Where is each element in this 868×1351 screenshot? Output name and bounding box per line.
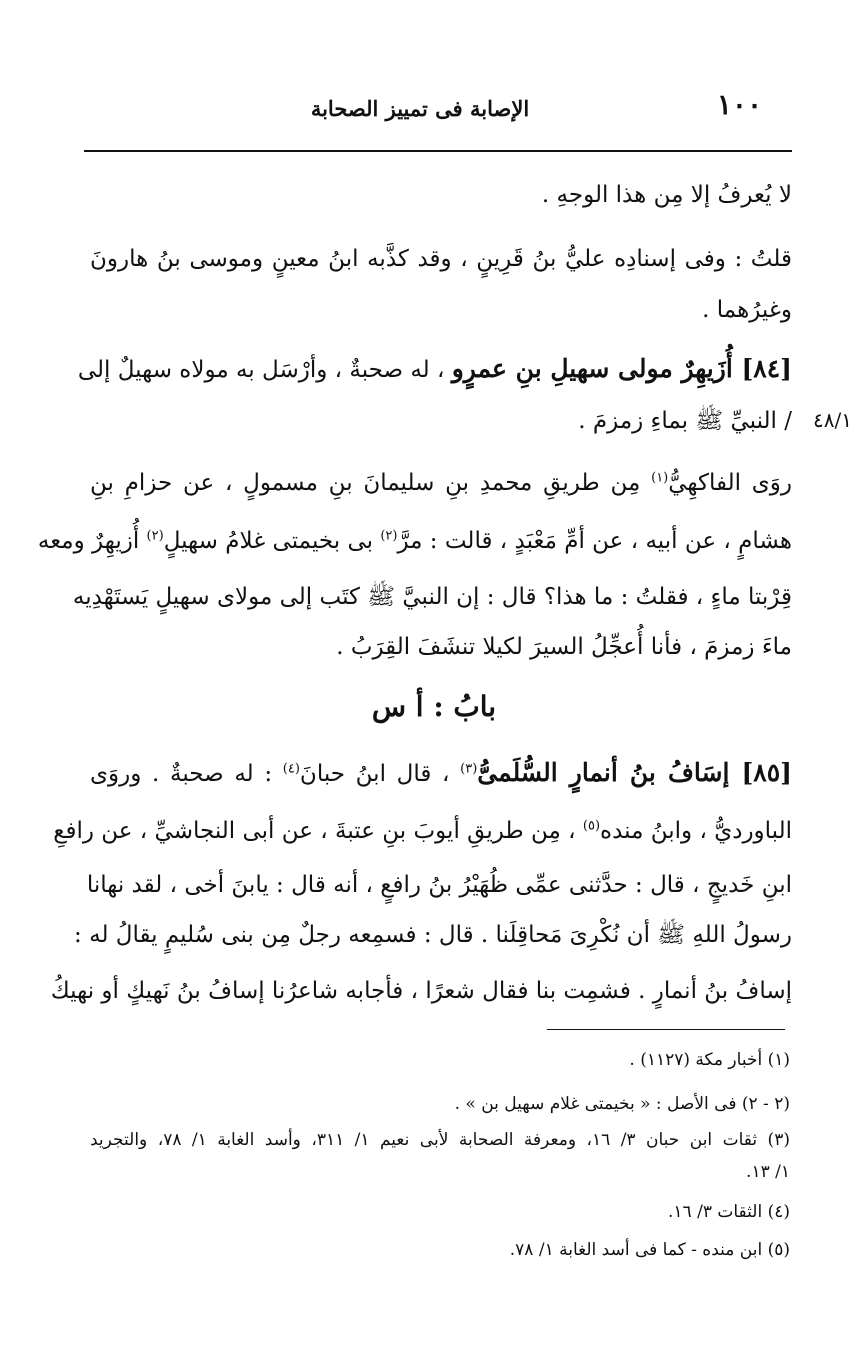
entry-84-line-1 bbox=[77, 354, 792, 385]
entry-84-line-2: / النبيِّ ﷺ بماءِ زمزمَ . bbox=[578, 408, 792, 434]
footnote-1: (١) أخبار مكة (١١٢٧) . bbox=[629, 1050, 790, 1070]
running-header-title: الإصابة فى تمييز الصحابة bbox=[310, 96, 530, 121]
footnote-rule bbox=[547, 1029, 785, 1030]
margin-reference: ٤٨/١ bbox=[813, 408, 852, 432]
page-number: ١٠٠ bbox=[716, 88, 762, 121]
entry-85-line-4: رسولُ اللهِ ﷺ أن نُكْرِىَ مَحاقِلَنا . قال : فسمِعه رجلٌ مِن بنى سُليمٍ يقالُ له : bbox=[74, 922, 792, 948]
entry-85-line-3: ابنِ خَديجٍ ، قال : حدَّثنى عمِّى ظُهَيْرُ بنُ رافعٍ ، أنه قال : يابنَ أخى ، لقد نهانا bbox=[86, 872, 792, 898]
note-mark-2a: (٢) bbox=[380, 528, 398, 544]
narration-line-3: قِرْبتا ماءٍ ، فقلتُ : ما هذا؟ قال : إن النبيَّ ﷺ كتَب إلى مولاى سهيلٍ يَستَهْدِيه bbox=[72, 584, 792, 610]
body-line-3: وغيرُهما . bbox=[702, 297, 792, 323]
note-mark-4: (٤) bbox=[282, 761, 300, 777]
body-line-1: لا يُعرفُ إلا مِن هذا الوجهِ . bbox=[541, 182, 792, 208]
entry-84-text: ، له صحبةٌ ، وأرْسَل به مولاه سهيلٌ إلى bbox=[77, 357, 445, 383]
footnote-2: (٢ - ٢) فى الأصل : « بخيمتى غلام سهيل بن » . bbox=[454, 1094, 790, 1114]
entry-85-line-2: الباورديُّ ، وابنُ منده$^{(٥)}$ ، مِن طريقِ أيوبَ بنِ عتبةَ ، عن أبى النجاشيِّ ، عن رافعِ bbox=[53, 818, 792, 844]
body-line-2: قلتُ : وفى إسنادِه عليُّ بنُ قَرِينٍ ، وقد كذَّبه ابنُ معينٍ وموسى بنُ هارونَ bbox=[90, 246, 792, 272]
note-mark-3: (٣) bbox=[460, 761, 478, 777]
narration-line-1: روَى الفاكهِيُّ$^{(١)}$ مِن طريقِ محمدِ بنِ سليمانَ بنِ مسمولٍ ، عن حزامِ بنِ bbox=[90, 470, 792, 496]
footnote-5: (٥) ابن منده - كما فى أسد الغابة ١/ ٧٨. bbox=[509, 1240, 790, 1260]
header-rule bbox=[84, 150, 792, 152]
footnote-3-continuation: ١/ ١٣. bbox=[746, 1162, 790, 1182]
footnote-4: (٤) الثقات ٣/ ١٦. bbox=[668, 1202, 790, 1222]
footnote-3: (٣) ثقات ابن حبان ٣/ ١٦، ومعرفة الصحابة لأبى نعيم ١/ ٣١١، وأسد الغابة ١/ ٧٨، والتجريد bbox=[90, 1130, 790, 1150]
entry-85-heading: [٨٥] إسَافُ بنُ أنمارٍ السُّلَمىُّ bbox=[477, 758, 792, 787]
narration-line-4: ماءَ زمزمَ ، فأنا أُعجِّلُ السيرَ لكيلا تنشَفَ القِرَبُ . bbox=[336, 634, 792, 660]
narration-line-2: هشامٍ ، عن أبيه ، عن أمِّ مَعْبَدٍ ، قالت : مرَّ$^{(٢)}$ بى بخيمتى غلامُ سهيلٍ$^{(٢)}$ أُزيهِرٌ ومعه bbox=[37, 528, 792, 554]
entry-85-line-5: إسافُ بنُ أنمارٍ . فشمِت بنا فقال شعرًا ، فأجابه شاعرُنا إسافُ بنُ نَهيكٍ أو نهيكُ bbox=[50, 978, 792, 1004]
section-heading: بابُ : أ س bbox=[371, 690, 497, 723]
note-mark-2b: (٢) bbox=[146, 528, 164, 544]
entry-84-heading: [٨٤] أُزَيهِرٌ مولى سهيلِ بنِ عمرٍو bbox=[451, 354, 792, 383]
entry-85-line-1: [٨٥] إسَافُ بنُ أنمارٍ السُّلَمىُّ$^{(٣)}$ ، قال ابنُ حبانَ$^{(٤)}$ : له صحبةٌ . وروَى bbox=[90, 758, 792, 787]
note-mark-1: (١) bbox=[651, 470, 669, 486]
note-mark-5: (٥) bbox=[582, 818, 601, 834]
